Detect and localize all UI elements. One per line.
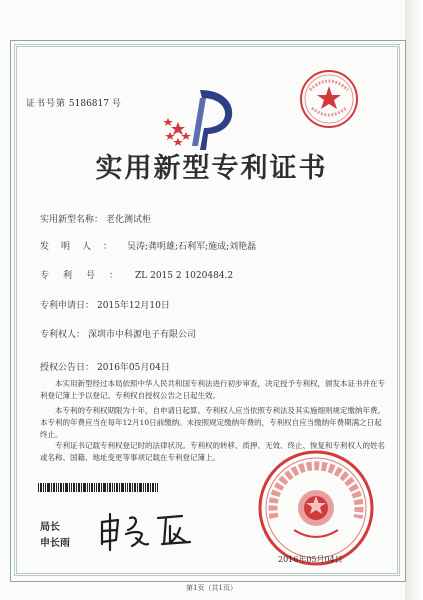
paragraph-legal-status: 专利证书记载专利权登记时的法律状况。专利权的转移、质押、无效、终止、恢复和专利权人的姓名或名称、国籍、地址变更等事项记载在专利登记簿上。 bbox=[40, 441, 385, 462]
utility-model-name-label: 实用新型名称： bbox=[40, 215, 104, 225]
director-title: 局长 bbox=[40, 522, 60, 533]
application-date-label: 专利申请日： bbox=[40, 301, 95, 311]
inventors-value: 吴涛;龚明雄;石利军;施成;刘艳磊 bbox=[127, 242, 257, 252]
utility-model-name-value: 老化测试柜 bbox=[106, 215, 152, 225]
paragraph-term-fees: 本专利的专利权期限为十年，自申请日起算。专利权人应当依照专利法及其实施细则规定缴纳年费。本专利的年费应当在每年12月10日前缴纳。未按照规定缴纳年费的，专利权自应当缴纳年费期满之日起终止。 bbox=[40, 406, 385, 439]
grant-date-row bbox=[40, 360, 170, 373]
patentee-value: 深圳市中科源电子有限公司 bbox=[88, 330, 197, 340]
certificate-number-value: 5186817 bbox=[68, 99, 109, 109]
certificate-number bbox=[26, 96, 121, 109]
utility-model-name-row bbox=[40, 212, 151, 225]
application-date-value: 2015年12月10日 bbox=[97, 301, 170, 311]
page-footer: 第1页（共1页） bbox=[186, 584, 237, 592]
patent-office-seal-small-icon bbox=[298, 68, 360, 130]
certificate-title: 实用新型专利证书 bbox=[95, 153, 328, 184]
inventors-label: 发明人： bbox=[40, 242, 125, 252]
page-fold-shadow bbox=[405, 0, 423, 600]
seal-date: 2016年05月04日 bbox=[278, 555, 343, 564]
patent-number-label: 专利号： bbox=[40, 271, 133, 281]
director-signature-icon bbox=[96, 510, 206, 552]
patent-number-value: ZL 2015 2 1020484.2 bbox=[135, 271, 234, 281]
paragraph-grant-statement: 本实用新型经过本局依照中华人民共和国专利法进行初步审查，决定授予专利权，颁发本证书并在专利登记簿上予以登记。专利权自授权公告之日起生效。 bbox=[40, 379, 385, 400]
sipo-emblem-icon bbox=[160, 84, 250, 154]
certificate-number-suffix: 号 bbox=[111, 99, 121, 109]
patent-office-seal-large-icon bbox=[256, 448, 376, 568]
grant-date-label: 授权公告日： bbox=[40, 363, 95, 373]
barcode-icon bbox=[38, 483, 158, 492]
certificate-number-label: 证书号第 bbox=[26, 99, 67, 109]
application-date-row bbox=[40, 298, 170, 311]
patent-number-row bbox=[40, 268, 233, 281]
patentee-row bbox=[40, 327, 196, 340]
patentee-label: 专利权人： bbox=[40, 330, 86, 340]
director-name: 申长雨 bbox=[40, 538, 70, 549]
inventors-row bbox=[40, 239, 256, 252]
grant-date-value: 2016年05月04日 bbox=[97, 363, 170, 373]
